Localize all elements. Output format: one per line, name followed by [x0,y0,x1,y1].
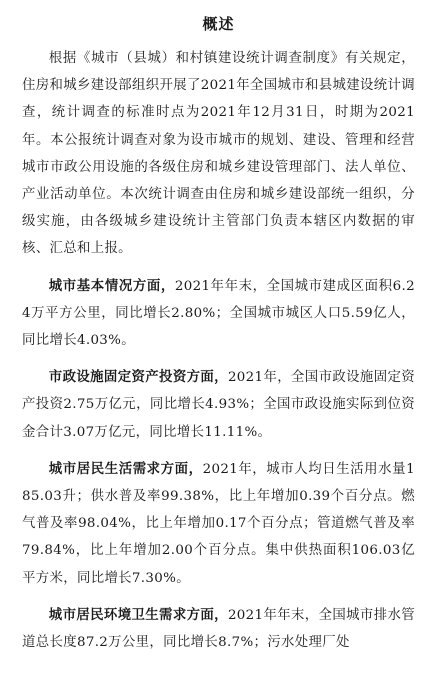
paragraph-environment-sanitation [22,602,415,656]
paragraph-text: 2021年，城市人均日生活用水量185.03升；供水普及率99.38%，比上年增加0.39个百分点。燃气普及率98.04%，比上年增加0.17个百分点；管道燃气普及率79.84%，比上年增加2.00个百分点。集中供热面积106.03亿平方米，同比增长7.30%。 [22,461,415,586]
paragraph-text: 2021年，全国市政设施固定资产投资2.75万亿元，同比增长4.93%；全国市政设施实际到位资金合计3.07万亿元，同比增长11.11%。 [22,370,415,440]
paragraph-lead: 城市基本情况方面， [48,278,175,294]
paragraph-text: 根据《城市（县城）和村镇建设统计调查制度》有关规定，住房和城乡建设部组织开展了2021年全国城市和县城建设统计调查，统计调查的标准时点为2021年12月31日，时期为2021年。本公报统计调查对象为设市城市的规划、建设、管理和经营城市市政公用设施的各级住房和城乡建设管理部门、法人单位、产业活动单位。本次统计调查由住房和城乡建设部统一组织，分级实施，由各级城乡建设统计主管部门负责本辖区内数据的审核、汇总和上报。 [22,51,415,257]
paragraph-overview [22,45,415,263]
document-title: 概述 [202,15,235,33]
paragraph-text: 2021年年末，全国城市排水管道总长度87.2万公里，同比增长8.7%；污水处理厂处 [22,607,415,651]
paragraph-lead: 市政设施固定资产投资方面， [48,370,228,386]
paragraph-municipal-investment [22,364,415,446]
paragraph-lead: 城市居民环境卫生需求方面， [48,607,228,623]
paragraph-lead: 城市居民生活需求方面， [48,461,203,477]
paragraph-city-basics [22,273,415,355]
paragraph-living-needs [22,456,415,592]
paragraph-text: 2021年年末，全国城市建成区面积6.24万平方公里，同比增长2.80%；全国城市城区人口5.59亿人，同比增长4.03%。 [22,278,415,349]
